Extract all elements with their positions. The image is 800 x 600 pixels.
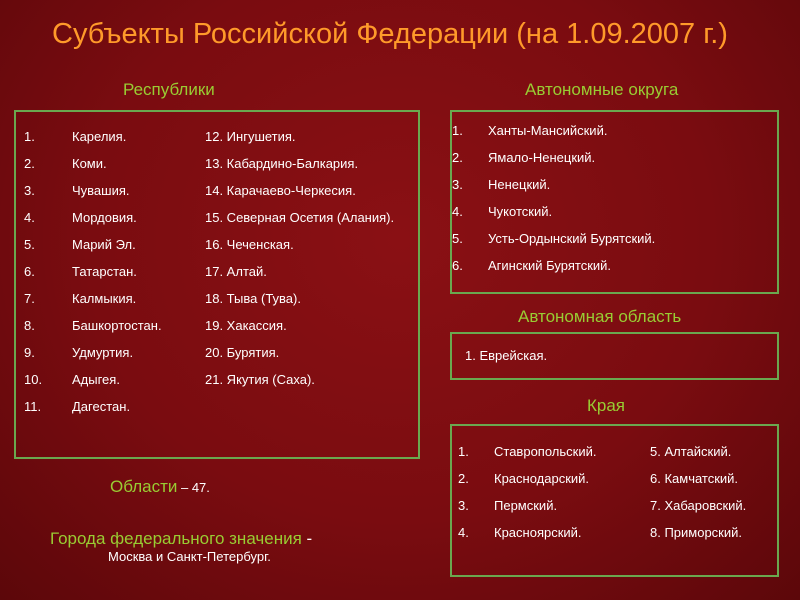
krai-list-col1: [458, 438, 638, 546]
list-item: 8. Приморский.: [650, 525, 743, 540]
list-item-label: Чукотский.: [488, 204, 553, 219]
list-item-label: Коми.: [72, 156, 107, 171]
list-item: 18. Тыва (Тува).: [205, 291, 301, 306]
oblast-heading: Автономная область: [518, 307, 682, 326]
list-item-number: 6.: [24, 264, 35, 279]
list-item: [452, 225, 772, 252]
list-item: [458, 465, 638, 492]
list-item-number: 1.: [24, 129, 35, 144]
page-title: Субъекты Российской Федерации (на 1.09.2007 г.): [52, 18, 728, 50]
list-item: [458, 492, 638, 519]
list-item: 6. Камчатский.: [650, 471, 739, 486]
list-item: [24, 123, 194, 150]
list-item: [452, 198, 772, 225]
list-item: [24, 393, 194, 420]
list-item-label: Татарстан.: [72, 264, 137, 279]
list-item-label: Башкортостан.: [72, 318, 162, 333]
list-item-label: Марий Эл.: [72, 237, 136, 252]
list-item-number: 7.: [24, 291, 35, 306]
list-item-number: 1.: [458, 444, 469, 459]
krai-heading: Края: [587, 396, 626, 415]
list-item: [458, 438, 638, 465]
list-item: [452, 117, 772, 144]
list-item-number: 11.: [24, 399, 42, 414]
list-item: [452, 171, 772, 198]
list-item: 12. Ингушетия.: [205, 129, 296, 144]
list-item: [24, 285, 194, 312]
list-item: [24, 366, 194, 393]
list-item-number: 4.: [24, 210, 35, 225]
list-item: 7. Хабаровский.: [650, 498, 747, 513]
krai-list-col2: [650, 438, 775, 546]
okrugs-heading: Автономные округа: [525, 80, 679, 99]
list-item-label: Усть-Ордынский Бурятский.: [488, 231, 656, 246]
republics-list-col2: [205, 123, 405, 393]
list-item-label: Ханты-Мансийский.: [488, 123, 608, 138]
cities-heading: [50, 529, 312, 549]
list-item: 21. Якутия (Саха).: [205, 372, 315, 387]
list-item-label: Карелия.: [72, 129, 127, 144]
list-item-number: 2.: [452, 150, 463, 165]
list-item-label: Удмуртия.: [72, 345, 134, 360]
list-item-label: Чувашия.: [72, 183, 130, 198]
republics-heading: Республики: [123, 80, 215, 99]
republics-list-col1: [24, 123, 194, 420]
list-item-number: 5.: [452, 231, 463, 246]
list-item-label: Калмыкия.: [72, 291, 137, 306]
list-item: 17. Алтай.: [205, 264, 267, 279]
list-item: 14. Карачаево-Черкесия.: [205, 183, 356, 198]
list-item-label: Ставропольский.: [494, 444, 597, 459]
cities-value: Москва и Санкт-Петербург.: [108, 549, 271, 564]
list-item-number: 2.: [24, 156, 35, 171]
list-item-number: 5.: [24, 237, 35, 252]
list-item: 19. Хакассия.: [205, 318, 287, 333]
list-item-number: 4.: [452, 204, 463, 219]
list-item-number: 3.: [24, 183, 35, 198]
list-item-label: Краснодарский.: [494, 471, 590, 486]
list-item-label: Агинский Бурятский.: [488, 258, 612, 273]
list-item: [24, 177, 194, 204]
oblasti-note: [110, 477, 210, 497]
list-item: 15. Северная Осетия (Алания).: [205, 210, 395, 225]
list-item: [24, 258, 194, 285]
list-item: 16. Чеченская.: [205, 237, 294, 252]
list-item-label: Пермский.: [494, 498, 558, 513]
list-item-number: 8.: [24, 318, 35, 333]
list-item: [452, 252, 772, 279]
list-item: [24, 231, 194, 258]
list-item-number: 2.: [458, 471, 469, 486]
list-item-label: Мордовия.: [72, 210, 137, 225]
cities-dash: -: [301, 529, 313, 548]
list-item: [24, 312, 194, 339]
list-item-number: 10.: [24, 372, 43, 387]
list-item-number: 9.: [24, 345, 35, 360]
list-item: 13. Кабардино-Балкария.: [205, 156, 359, 171]
list-item-label: Дагестан.: [72, 399, 131, 414]
list-item: [458, 519, 638, 546]
list-item: [24, 339, 194, 366]
list-item: [452, 144, 772, 171]
list-item-number: 3.: [458, 498, 469, 513]
oblasti-value: – 47.: [177, 480, 210, 495]
list-item-number: 3.: [452, 177, 463, 192]
list-item: 20. Бурятия.: [205, 345, 280, 360]
list-item-number: 6.: [452, 258, 463, 273]
oblast-item: 1. Еврейская.: [465, 348, 548, 363]
cities-label: Города федерального значения: [50, 529, 302, 548]
oblasti-label: Области: [110, 477, 178, 496]
list-item: [24, 204, 194, 231]
list-item: [24, 150, 194, 177]
list-item-label: Ямало-Ненецкий.: [488, 150, 596, 165]
list-item-label: Красноярский.: [494, 525, 582, 540]
list-item-number: 1.: [452, 123, 463, 138]
list-item-label: Адыгея.: [72, 372, 120, 387]
list-item: 5. Алтайский.: [650, 444, 732, 459]
list-item-label: Ненецкий.: [488, 177, 551, 192]
list-item-number: 4.: [458, 525, 469, 540]
okrugs-list: [452, 117, 772, 279]
